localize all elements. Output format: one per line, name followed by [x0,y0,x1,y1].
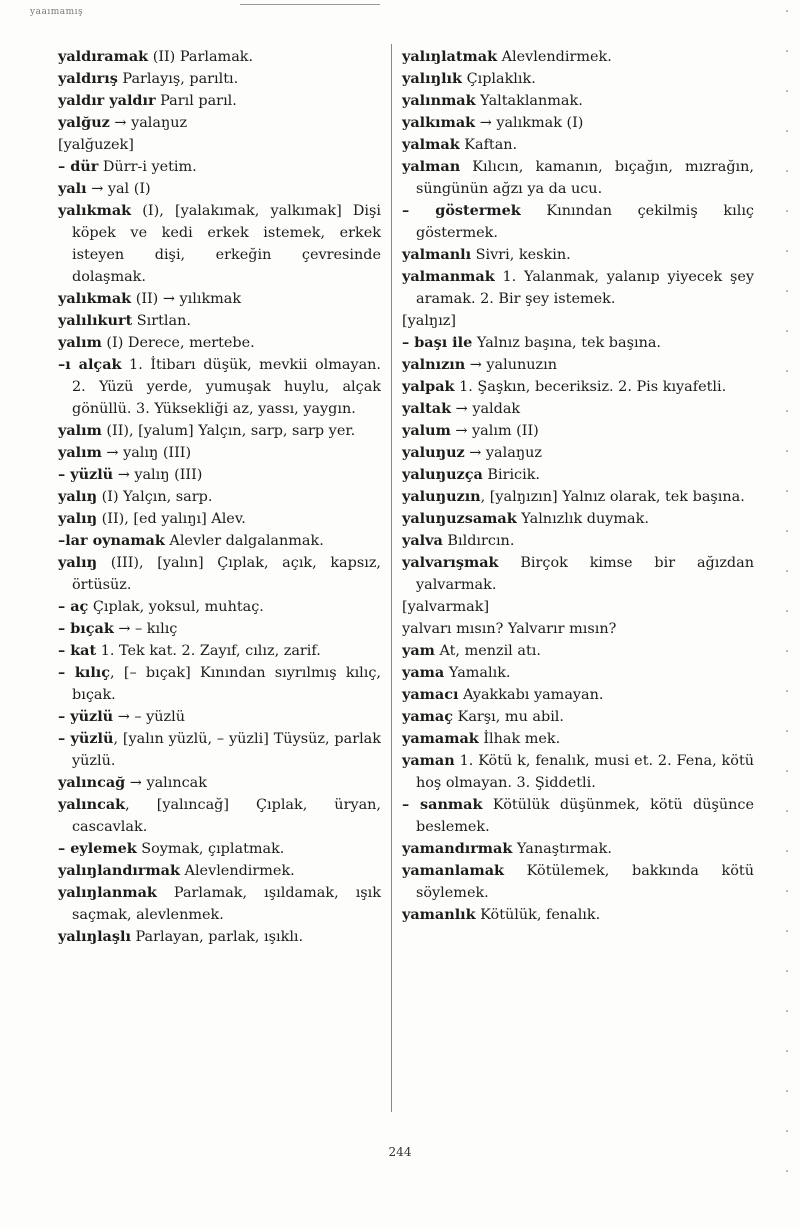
entry-definition: Alevler dalgalanmak. [164,533,324,549]
dictionary-entry [58,112,381,134]
dictionary-entry [402,508,754,530]
dictionary-entry [58,288,381,310]
entry-definition: → yalıŋ (III) [101,445,192,461]
entry-headword: – kılıç [58,664,111,681]
dictionary-entry [58,46,381,68]
entry-definition: Kötülük düşünmek, kötü düşünce beslemek. [416,797,754,835]
entry-headword: yalıŋlaşlı [58,928,131,945]
entry-definition: Yaltaklanmak. [475,93,583,109]
dictionary-entry [58,354,381,420]
entry-definition: , [– bıçak] Kınından sıyrılmış kılıç, bıçak. [72,665,382,703]
entry-definition: Alevlendirmek. [179,863,295,879]
entry-definition: Birçok kimse bir ağızdan yalvarmak. [416,555,754,593]
entry-headword: yalıŋ [58,510,98,527]
dictionary-entry [402,838,754,860]
entry-definition: → yalıŋ (III) [113,467,203,483]
dictionary-entry [402,112,754,134]
dictionary-entry [402,728,754,750]
dictionary-entry [402,596,754,618]
entry-definition: , [yalŋızın] Yalnız olarak, tek başına. [480,489,745,505]
entry-headword: yalıncak [58,796,126,813]
dictionary-entry [58,838,381,860]
dictionary-entry [402,420,754,442]
entry-headword: yamamak [402,730,479,747]
entry-definition: Ayakkabı yamayan. [458,687,604,703]
entry-definition: 1. İtibarı düşük, mevkii olmayan. 2. Yüzü yerde, yumuşak huylu, alçak gönüllü. 3. Yüksekliği az, yassı, yaygın. [72,357,381,417]
entry-headword: yaldır yaldır [58,92,156,109]
dictionary-entry [402,552,754,596]
entry-definition: yalvarı mısın? Yalvarır mısın? [402,621,617,637]
entry-definition: Çıplaklık. [462,71,536,87]
dictionary-entry [58,882,381,926]
entry-headword: yaman [402,752,455,769]
page-edge-marks [786,10,788,1210]
entry-headword: yaltak [402,400,452,417]
entry-headword: yalıŋlandırmak [58,862,180,879]
entry-headword: yalkımak [402,114,476,131]
dictionary-entry [58,860,381,882]
entry-definition: İlhak mek. [478,731,561,747]
dictionary-entry [402,376,754,398]
entry-definition: → – yüzlü [113,709,185,725]
entry-definition: Biricik. [482,467,541,483]
dictionary-entry [58,420,381,442]
entry-headword: yalıkmak [58,202,132,219]
entry-headword: yamanlamak [402,862,505,879]
entry-headword: yamacı [402,686,459,703]
entry-definition: Kaftan. [459,137,518,153]
dictionary-entry [402,662,754,684]
right-column [402,46,754,926]
entry-headword: yalıkmak [58,290,132,307]
dictionary-entry [58,178,381,200]
entry-headword: yalğuz [58,114,110,131]
entry-definition: 1. Yalanmak, yalanıp yiyecek şey aramak. 2. Bir şey istemek. [416,269,754,307]
dictionary-entry [58,464,381,486]
entry-headword: yalman [402,158,461,175]
entry-headword: yalıŋlanmak [58,884,157,901]
dictionary-entry [402,310,754,332]
entry-headword: yalıŋlatmak [402,48,498,65]
dictionary-entry [402,684,754,706]
dictionary-entry [58,442,381,464]
entry-definition: → yalıkmak (I) [475,115,584,131]
dictionary-entry [402,464,754,486]
dictionary-entry [402,46,754,68]
entry-headword: yalmanmak [402,268,495,285]
entry-definition: Yanaştırmak. [512,841,612,857]
entry-headword: – dür [58,158,99,175]
entry-definition: Sırtlan. [132,313,191,329]
dictionary-entry [58,68,381,90]
dictionary-entry [58,552,381,596]
dictionary-entry [402,332,754,354]
entry-definition: Karşı, mu abil. [453,709,564,725]
entry-definition: 1. Tek kat. 2. Zayıf, cılız, zarif. [96,643,321,659]
entry-headword: – aç [58,598,89,615]
dictionary-entry [58,706,381,728]
entry-headword: yama [402,664,445,681]
entry-definition: Kötülük, fenalık. [475,907,601,923]
scan-mark [240,4,380,5]
dictionary-entry [58,134,381,156]
dictionary-entry [58,618,381,640]
dictionary-entry [402,860,754,904]
entry-definition: Soymak, çıplatmak. [136,841,285,857]
entry-definition: → yal (I) [86,181,151,197]
entry-definition: → – kılıç [113,621,178,637]
entry-definition: Parlayan, parlak, ışıklı. [130,929,304,945]
entry-headword: – sanmak [402,796,483,813]
dictionary-entry [58,596,381,618]
entry-headword: yalum [402,422,451,439]
dictionary-entry [58,640,381,662]
entry-definition: Kılıcın, kamanın, bıçağın, mızrağın, süngünün ağzı ya da ucu. [416,159,754,197]
dictionary-entry [402,134,754,156]
dictionary-entry [58,156,381,178]
page-number: 244 [388,1145,412,1159]
dictionary-entry [58,90,381,112]
entry-definition: Kötülemek, bakkında kötü söylemek. [416,863,754,901]
entry-headword: yalım [58,422,102,439]
entry-definition: Parıl parıl. [155,93,237,109]
entry-headword: yalmak [402,136,460,153]
dictionary-entry [402,904,754,926]
entry-definition: (II), [yalum] Yalçın, sarp, sarp yer. [101,423,356,439]
entry-definition: At, menzil atı. [434,643,541,659]
entry-headword: – bıçak [58,620,114,637]
entry-definition: Parlamak, ışıldamak, ışık saçmak, alevlenmek. [72,885,381,923]
dictionary-entry [58,332,381,354]
entry-headword: yaluŋuzsamak [402,510,517,527]
entry-definition: → yalaŋuz [109,115,188,131]
dictionary-entry [402,68,754,90]
dictionary-entry [402,266,754,310]
entry-definition: → yalıncak [125,775,207,791]
entry-definition: Yamalık. [444,665,511,681]
entry-definition: → yalunuzın [465,357,557,373]
entry-headword: – yüzlü [58,730,114,747]
entry-definition: → yalım (II) [450,423,539,439]
entry-headword: yaluŋuz [402,444,465,461]
entry-headword: yamanlık [402,906,476,923]
dictionary-entry [402,706,754,728]
dictionary-entry [402,90,754,112]
entry-headword: yaluŋuzın [402,488,481,505]
entry-definition: (I), [yalakımak, yalkımak] Dişi köpek ve kedi erkek istemek, erkek isteyen dişi, erkeğin çevresinde dolaşmak. [72,203,381,285]
dictionary-entry [58,486,381,508]
entry-definition: → yaldak [451,401,521,417]
dictionary-entry [402,354,754,376]
entry-definition: (I) Yalçın, sarp. [97,489,213,505]
dictionary-entry [402,244,754,266]
dictionary-entry [58,508,381,530]
entry-headword: – yüzlü [58,708,114,725]
entry-headword: yalıŋ [58,554,98,571]
entry-headword: yalılıkurt [58,312,133,329]
dictionary-entry [58,772,381,794]
entry-definition: , [yalın yüzlü, – yüzli] Tüysüz, parlak yüzlü. [72,731,381,769]
entry-definition: 1. Kötü k, fenalık, musi et. 2. Fena, kötü hoş olmayan. 3. Şiddetli. [416,753,754,791]
entry-headword: – başı ile [402,334,473,351]
running-head: yaaımamış [30,7,84,17]
entry-headword: yalıŋ [58,488,98,505]
entry-definition: (I) Derece, mertebe. [101,335,255,351]
entry-headword: yalınmak [402,92,476,109]
entry-definition: → yalaŋuz [464,445,542,461]
entry-headword: yaluŋuzça [402,466,483,483]
entry-headword: yalvarışmak [402,554,499,571]
entry-definition: Dürr-i yetim. [98,159,197,175]
dictionary-entry [402,530,754,552]
column-divider [391,44,392,1112]
left-column [58,46,381,948]
entry-headword: yalva [402,532,443,549]
entry-definition: (II), [ed yalıŋı] Alev. [97,511,246,527]
entry-headword: yalı [58,180,87,197]
entry-headword: yamaç [402,708,453,725]
dictionary-entry [58,530,381,552]
entry-definition: 1. Şaşkın, beceriksiz. 2. Pis kıyafetli. [454,379,727,395]
entry-headword: – göstermek [402,202,521,219]
entry-headword: yalım [58,444,102,461]
entry-headword: yamandırmak [402,840,513,857]
entry-headword: yalpak [402,378,455,395]
entry-headword: – eylemek [58,840,137,857]
dictionary-entry [58,662,381,706]
dictionary-entry [402,442,754,464]
dictionary-entry [58,200,381,288]
entry-definition: Yalnızlık duymak. [516,511,649,527]
entry-headword: yalıncağ [58,774,126,791]
entry-definition: , [yalıncağ] Çıplak, üryan, cascavlak. [72,797,381,835]
entry-headword: yam [402,642,435,659]
entry-headword: yaldırış [58,70,118,87]
entry-definition: [yalŋız] [402,313,456,329]
entry-definition: [yalvarmak] [402,599,490,615]
dictionary-entry [58,728,381,772]
entry-headword: yalmanlı [402,246,472,263]
entry-definition: Sivri, keskin. [471,247,571,263]
dictionary-entry [402,398,754,420]
entry-definition: [yalğuzek] [58,137,134,153]
entry-headword: yalım [58,334,102,351]
entry-definition: (III), [yalın] Çıplak, açık, kapsız, örtüsüz. [72,555,381,593]
entry-headword: yalıŋlık [402,70,462,87]
dictionary-entry [58,794,381,838]
entry-headword: –ı alçak [58,356,122,373]
dictionary-entry [58,310,381,332]
entry-definition: (II) Parlamak. [148,49,254,65]
entry-headword: yalnızın [402,356,466,373]
dictionary-entry [402,200,754,244]
entry-headword: – kat [58,642,97,659]
entry-headword: yaldıramak [58,48,149,65]
dictionary-entry [402,750,754,794]
entry-headword: – yüzlü [58,466,114,483]
entry-definition: Alevlendirmek. [497,49,612,65]
dictionary-entry [402,794,754,838]
entry-headword: –lar oynamak [58,532,165,549]
entry-definition: Parlayış, parıltı. [117,71,239,87]
dictionary-entry [402,618,754,640]
entry-definition: Bıldırcın. [442,533,515,549]
entry-definition: Yalnız başına, tek başına. [472,335,662,351]
entry-definition: Kınından çekilmiş kılıç göstermek. [416,203,754,241]
dictionary-entry [402,640,754,662]
dictionary-entry [402,156,754,200]
entry-definition: Çıplak, yoksul, muhtaç. [88,599,264,615]
entry-definition: (II) → yılıkmak [131,291,242,307]
dictionary-entry [58,926,381,948]
dictionary-entry [402,486,754,508]
